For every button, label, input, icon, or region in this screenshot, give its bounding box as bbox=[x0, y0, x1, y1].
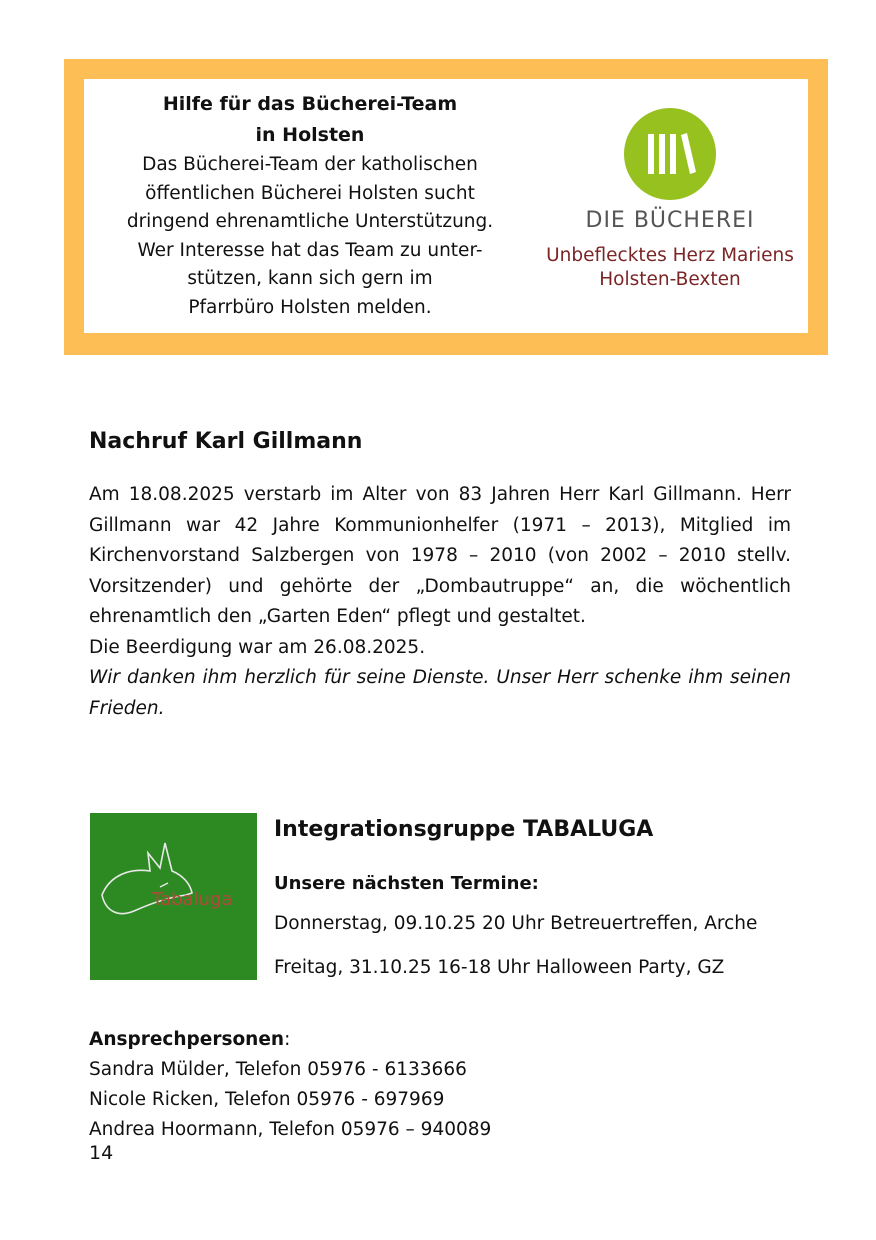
library-notice-line: öffentlichen Bücherei Holsten sucht bbox=[145, 182, 475, 204]
library-logo-location: Holsten-Bexten bbox=[599, 269, 741, 290]
contacts-heading-line bbox=[89, 1025, 491, 1055]
library-notice-line: Wer Interesse hat das Team zu unter- bbox=[137, 239, 483, 261]
tabaluga-logo-label: Tabaluga bbox=[152, 889, 233, 910]
tabaluga-logo-image bbox=[90, 813, 257, 980]
tabaluga-heading: Integrationsgruppe TABALUGA bbox=[274, 817, 654, 842]
contact-person: Nicole Ricken, Telefon 05976 - 697969 bbox=[89, 1089, 445, 1110]
library-logo bbox=[530, 108, 810, 292]
contacts-heading-colon: : bbox=[284, 1029, 291, 1050]
termin-item: Freitag, 31.10.25 16-18 Uhr Halloween Party, GZ bbox=[274, 957, 725, 978]
nachruf-text bbox=[89, 480, 791, 724]
contacts-heading: Ansprechpersonen bbox=[89, 1029, 285, 1050]
dragon-logo-icon bbox=[90, 813, 257, 980]
page-number: 14 bbox=[89, 1142, 114, 1164]
library-logo-name: DIE BÜCHEREI bbox=[585, 208, 755, 233]
library-notice-title-line1: Hilfe für das Bücherei-Team bbox=[162, 93, 458, 115]
library-notice-line: Pfarrbüro Holsten melden. bbox=[188, 296, 432, 318]
nachruf-heading: Nachruf Karl Gillmann bbox=[89, 429, 363, 454]
library-notice-line: dringend ehrenamtliche Unterstützung. bbox=[126, 211, 494, 232]
library-notice-line: Das Bücherei-Team der katholischen bbox=[142, 154, 478, 175]
nachruf-thanks: Wir danken ihm herzlich für seine Dienste. Unser Herr schenke ihm seinen Frieden. bbox=[89, 667, 791, 719]
library-notice-title-line2: in Holsten bbox=[255, 124, 365, 146]
library-notice-text bbox=[100, 89, 520, 322]
nachruf-paragraph: Am 18.08.2025 verstarb im Alter von 83 Jahren Herr Karl Gillmann. Herr Gillmann war 42 Jahre Kommunionhelfer (1971 – 2013), Mitglied im Kirchenvorstand Salzbergen von 1978 – 2010 (von 2002 – 2010 stellv. Vorsitzender) und gehörte der „Dombautruppe“ an, die wöchentlich ehrenamtlich den „Garten Eden“ pflegt und gestaltet. bbox=[89, 484, 791, 627]
contacts-section bbox=[89, 1025, 491, 1145]
termin-item: Donnerstag, 09.10.25 20 Uhr Betreuertreffen, Arche bbox=[274, 913, 758, 934]
termine-heading: Unsere nächsten Termine: bbox=[274, 873, 539, 894]
books-logo-icon bbox=[624, 108, 716, 200]
contact-person: Sandra Mülder, Telefon 05976 - 6133666 bbox=[89, 1059, 467, 1080]
library-logo-parish: Unbeflecktes Herz Mariens bbox=[546, 245, 794, 266]
library-notice-line: stützen, kann sich gern im bbox=[187, 268, 433, 289]
contact-person: Andrea Hoormann, Telefon 05976 – 940089 bbox=[89, 1119, 492, 1140]
nachruf-burial: Die Beerdigung war am 26.08.2025. bbox=[89, 636, 426, 658]
